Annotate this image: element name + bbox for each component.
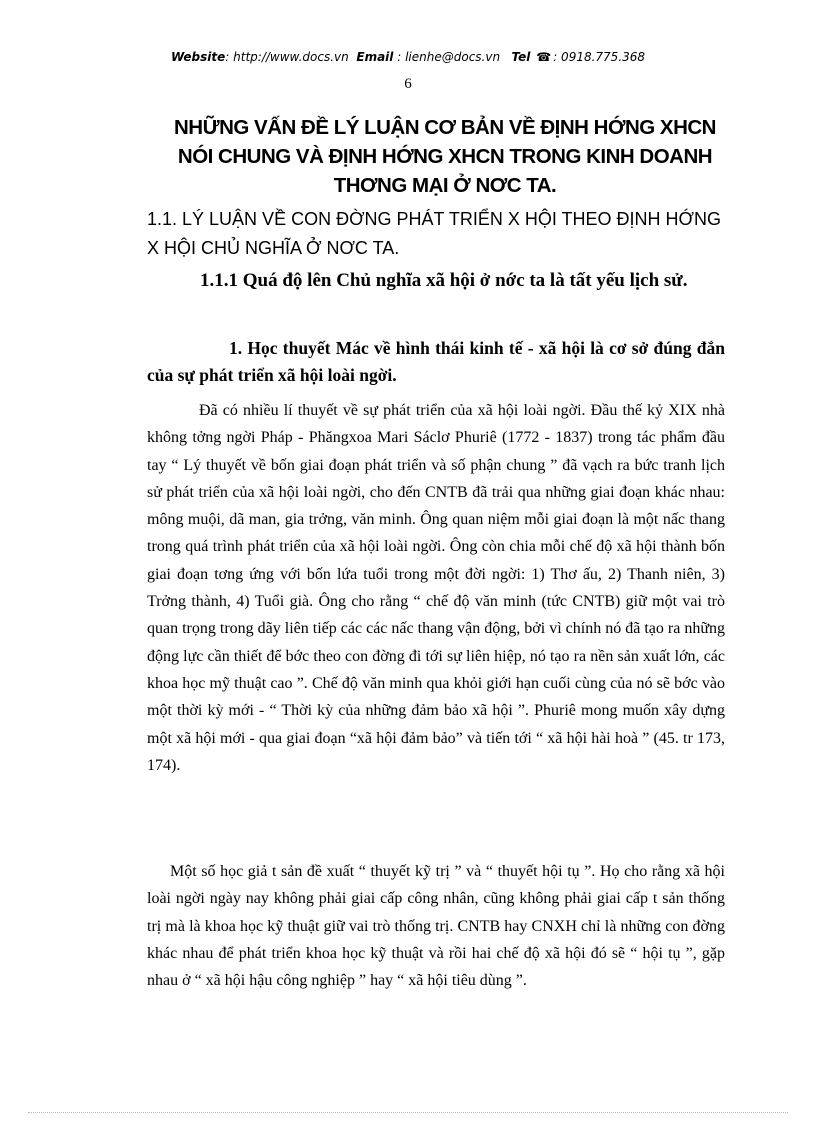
phone-icon: ☎ [536,50,552,64]
site-header [0,50,816,64]
email-address[interactable]: : lienhe@docs.vn [397,50,501,64]
body-paragraph: Đã có nhiều lí thuyết về sự phát triển của xã hội loài ngời. Đầu thế kỷ XIX nhà không tởng ngời Pháp - Phăngxoa Mari Sáclơ Phuriê (1772 - 1837) trong tác phẩm đầu tay “ Lý thuyết về bốn giai đoạn phát triển và số phận chung ” đã vạch ra bức tranh lịch sử phát triển của xã hội loài ngời, cho đến CNTB đã trải qua những giai đoạn khác nhau: mông muội, dã man, gia trởng, văn minh. Ông quan niệm mỗi giai đoạn là một nấc thang trong quá trình phát triển của xã hội loài ngời. Ông còn chia mỗi chế độ xã hội thành bốn giai đoạn tơng ứng với bốn lứa tuổi trong một đời ngời: 1) Thơ ấu, 2) Thanh niên, 3) Trởng thành, 4) Tuổi già. Ông cho rằng “ chế độ văn minh (tức CNTB) giữ một vai trò quan trọng trong dãy liên tiếp các các nấc thang vận động, bởi vì chính nó đã tạo ra những động lực cần thiết để bớc theo con đờng đi tới sự liên hiệp, nó tạo ra nền sản xuất lớn, các khoa học mỹ thuật cao ”. Chế độ văn minh qua khỏi giới hạn cuối cùng của nó sẽ bớc vào một thời kỳ mới - “ Thời kỳ của những đảm bảo xã hội ”. Phuriê mong muốn xây dựng một xã hội mới - qua giai đoạn “xã hội đảm bảo” và tiến tới “ xã hội hài hoà ” (45. tr 173, 174). [147,402,725,774]
footer-divider [28,1112,788,1113]
website-label: Website [170,50,226,64]
section-heading: 1.1. LÝ LUẬN VỀ CON ĐỜNG PHÁT TRIỂN X HỘI THEO ĐỊNH HỚNG X HỘI CHỦ NGHĨA Ở NƠC TA. [147,209,721,258]
body-paragraph: Một số học giả t sản đề xuất “ thuyết kỹ trị ” và “ thuyết hội tụ ”. Họ cho rằng xã hội loài ngời ngày nay không phải giai cấp công nhân, cũng không phải giai cấp t sản thống trị mà là khoa học kỹ thuật giữ vai trò thống trị. CNTB hay CNXH chỉ là những con đờng khác nhau để phát triển khoa học kỹ thuật và rồi hai chế độ xã hội đó sẽ “ hội tụ ”, gặp nhau ở “ xã hội hậu công nghiệp ” hay “ xã hội tiêu dùng ”. [147,863,725,990]
website-url[interactable]: : http://www.docs.vn [225,50,349,64]
page-number: 6 [404,76,412,92]
tel-number: : 0918.775.368 [553,50,646,64]
chapter-title: NHỮNG VẤN ĐỀ LÝ LUẬN CƠ BẢN VỀ ĐỊNH HỚNG XHCN NÓI CHUNG VÀ ĐỊNH HỚNG XHCN TRONG KINH DOANH THƠNG MẠI Ở NƠC TA. [173,116,716,197]
tel-label: Tel [511,50,531,64]
email-label: Email [356,50,394,64]
item-heading: 1. Học thuyết Mác về hình thái kinh tế - xã hội là cơ sở đúng đắn của sự phát triển xã hội loài ngời. [147,338,725,385]
subsection-heading: 1.1.1 Quá độ lên Chủ nghĩa xã hội ở nớc ta là tất yếu lịch sử. [200,270,688,291]
